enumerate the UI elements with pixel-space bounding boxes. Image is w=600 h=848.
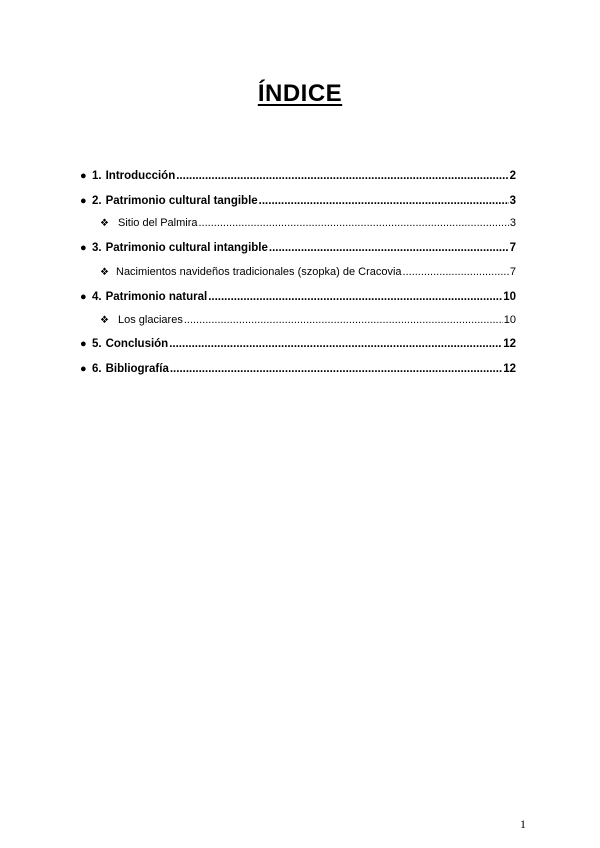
toc-entry-conclusion[interactable] (80, 336, 516, 352)
toc-entry-patrimonio-natural[interactable] (80, 289, 516, 305)
toc-entry-number: 3. (92, 242, 102, 254)
toc-entry-label: Conclusión (105, 338, 169, 350)
toc-entry-label: Sitio del Palmira (118, 217, 198, 229)
toc-entry-introduccion[interactable] (80, 168, 516, 184)
toc-entry-page: 10 (503, 314, 516, 326)
page-title: ÍNDICE (257, 80, 343, 107)
diamond-bullet-icon: ❖ (100, 267, 109, 278)
toc-entry-label: Patrimonio cultural tangible (105, 195, 258, 207)
toc-dot-leader (208, 289, 502, 305)
bullet-icon: ● (80, 338, 87, 350)
bullet-icon: ● (80, 195, 87, 207)
toc-dot-leader (170, 361, 502, 377)
toc-entry-page: 3 (509, 217, 516, 229)
bullet-icon: ● (80, 291, 87, 303)
toc-entry-patrimonio-cultural-tangible[interactable] (80, 193, 516, 209)
toc-entry-label: Patrimonio cultural intangible (105, 242, 268, 254)
toc-dot-leader (198, 215, 508, 231)
toc-dot-leader (184, 312, 503, 328)
toc-subentry-nacimientos[interactable] (100, 264, 516, 280)
toc-dot-leader (259, 193, 509, 209)
toc-entry-page: 3 (509, 195, 516, 207)
bullet-icon: ● (80, 363, 87, 375)
toc-entry-label: Patrimonio natural (105, 291, 208, 303)
page-number: 1 (520, 817, 526, 831)
bullet-icon: ● (80, 170, 87, 182)
toc-entry-number: 2. (92, 195, 102, 207)
toc-subentry-los-glaciares[interactable] (100, 312, 516, 328)
toc-entry-number: 5. (92, 338, 102, 350)
toc-entry-label: Introducción (105, 170, 176, 182)
toc-entry-bibliografia[interactable] (80, 361, 516, 377)
toc-entry-label: Nacimientos navideños tradicionales (szopka) de Cracovia (116, 266, 402, 278)
toc-entry-page: 7 (509, 242, 516, 254)
toc-entry-number: 6. (92, 363, 102, 375)
bullet-icon: ● (80, 242, 87, 254)
toc-subentry-sitio-del-palmira[interactable] (100, 215, 516, 231)
toc-entry-number: 4. (92, 291, 102, 303)
toc-dot-leader (176, 168, 508, 184)
toc-entry-label: Los glaciares (118, 314, 183, 326)
toc-entry-label: Bibliografía (105, 363, 169, 375)
toc-dot-leader (269, 240, 509, 256)
toc-dot-leader (169, 336, 502, 352)
toc-entry-page: 12 (503, 338, 516, 350)
toc-entry-page: 12 (503, 363, 516, 375)
toc-entry-page: 7 (509, 266, 516, 278)
toc-entry-page: 10 (503, 291, 516, 303)
toc-entry-patrimonio-cultural-intangible[interactable] (80, 240, 516, 256)
diamond-bullet-icon: ❖ (100, 218, 109, 229)
toc-entry-page: 2 (509, 170, 516, 182)
diamond-bullet-icon: ❖ (100, 315, 109, 326)
toc-entry-number: 1. (92, 170, 102, 182)
toc-dot-leader (403, 264, 509, 280)
